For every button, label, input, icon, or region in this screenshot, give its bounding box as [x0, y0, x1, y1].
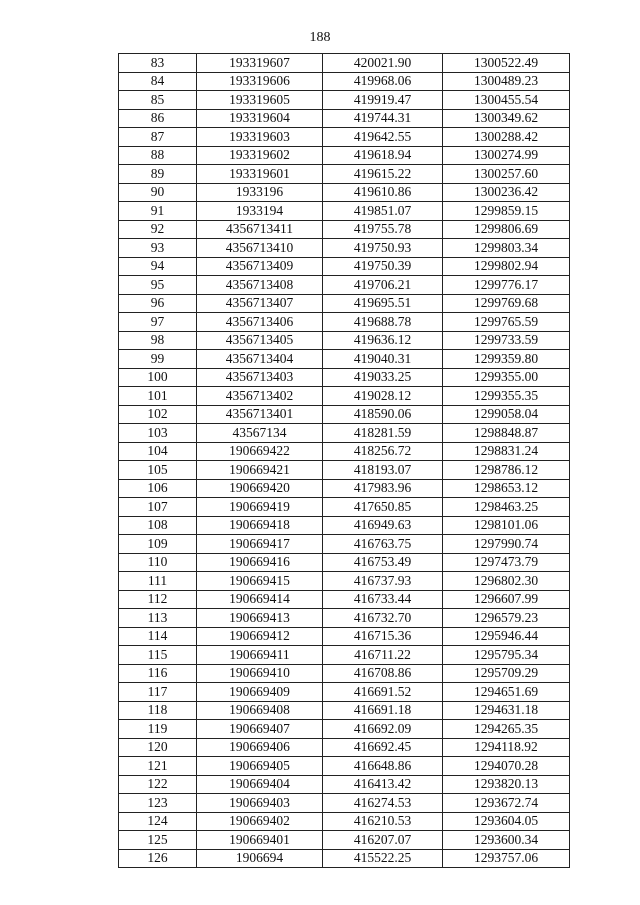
y-coordinate-cell: 1294265.35	[443, 720, 570, 739]
y-coordinate-cell: 1297990.74	[443, 535, 570, 554]
row-number-cell: 107	[119, 498, 197, 517]
table-row	[119, 350, 570, 369]
y-coordinate-cell: 1299355.35	[443, 387, 570, 406]
point-id-cell: 4356713408	[197, 276, 323, 295]
y-coordinate-cell: 1300455.54	[443, 91, 570, 110]
point-id-cell: 193319603	[197, 128, 323, 147]
row-number-cell: 95	[119, 276, 197, 295]
table-row	[119, 572, 570, 591]
y-coordinate-cell: 1300288.42	[443, 128, 570, 147]
row-number-cell: 108	[119, 516, 197, 535]
y-coordinate-cell: 1293672.74	[443, 794, 570, 813]
point-id-cell: 190669407	[197, 720, 323, 739]
y-coordinate-cell: 1299803.34	[443, 239, 570, 258]
y-coordinate-cell: 1298786.12	[443, 461, 570, 480]
x-coordinate-cell: 416753.49	[323, 553, 443, 572]
y-coordinate-cell: 1293820.13	[443, 775, 570, 794]
point-id-cell: 1933196	[197, 183, 323, 202]
row-number-cell: 115	[119, 646, 197, 665]
point-id-cell: 190669416	[197, 553, 323, 572]
point-id-cell: 190669405	[197, 757, 323, 776]
table-row	[119, 146, 570, 165]
table-row	[119, 812, 570, 831]
y-coordinate-cell: 1300349.62	[443, 109, 570, 128]
table-row	[119, 202, 570, 221]
point-id-cell: 193319601	[197, 165, 323, 184]
y-coordinate-cell: 1294631.18	[443, 701, 570, 720]
table-row	[119, 128, 570, 147]
x-coordinate-cell: 419968.06	[323, 72, 443, 91]
row-number-cell: 92	[119, 220, 197, 239]
table-row	[119, 91, 570, 110]
point-id-cell: 190669401	[197, 831, 323, 850]
point-id-cell: 43567134	[197, 424, 323, 443]
y-coordinate-cell: 1299733.59	[443, 331, 570, 350]
x-coordinate-cell: 419755.78	[323, 220, 443, 239]
table-row	[119, 831, 570, 850]
x-coordinate-cell: 419695.51	[323, 294, 443, 313]
table-row	[119, 664, 570, 683]
x-coordinate-cell: 416692.45	[323, 738, 443, 757]
row-number-cell: 114	[119, 627, 197, 646]
row-number-cell: 101	[119, 387, 197, 406]
coordinates-table	[118, 53, 570, 868]
table-row	[119, 849, 570, 868]
y-coordinate-cell: 1295946.44	[443, 627, 570, 646]
x-coordinate-cell: 420021.90	[323, 54, 443, 73]
y-coordinate-cell: 1298101.06	[443, 516, 570, 535]
x-coordinate-cell: 415522.25	[323, 849, 443, 868]
y-coordinate-cell: 1293757.06	[443, 849, 570, 868]
x-coordinate-cell: 419750.93	[323, 239, 443, 258]
table-row	[119, 479, 570, 498]
row-number-cell: 83	[119, 54, 197, 73]
point-id-cell: 190669410	[197, 664, 323, 683]
y-coordinate-cell: 1298831.24	[443, 442, 570, 461]
point-id-cell: 190669411	[197, 646, 323, 665]
x-coordinate-cell: 417650.85	[323, 498, 443, 517]
x-coordinate-cell: 418281.59	[323, 424, 443, 443]
point-id-cell: 190669414	[197, 590, 323, 609]
y-coordinate-cell: 1298653.12	[443, 479, 570, 498]
point-id-cell: 190669421	[197, 461, 323, 480]
y-coordinate-cell: 1300257.60	[443, 165, 570, 184]
row-number-cell: 91	[119, 202, 197, 221]
row-number-cell: 99	[119, 350, 197, 369]
point-id-cell: 190669404	[197, 775, 323, 794]
point-id-cell: 190669412	[197, 627, 323, 646]
row-number-cell: 89	[119, 165, 197, 184]
table-row	[119, 738, 570, 757]
x-coordinate-cell: 416949.63	[323, 516, 443, 535]
x-coordinate-cell: 419618.94	[323, 146, 443, 165]
x-coordinate-cell: 419706.21	[323, 276, 443, 295]
table-row	[119, 516, 570, 535]
x-coordinate-cell: 419744.31	[323, 109, 443, 128]
point-id-cell: 4356713410	[197, 239, 323, 258]
table-row	[119, 794, 570, 813]
point-id-cell: 4356713404	[197, 350, 323, 369]
table-row	[119, 54, 570, 73]
x-coordinate-cell: 419851.07	[323, 202, 443, 221]
point-id-cell: 4356713405	[197, 331, 323, 350]
row-number-cell: 124	[119, 812, 197, 831]
point-id-cell: 193319607	[197, 54, 323, 73]
table-row	[119, 683, 570, 702]
row-number-cell: 90	[119, 183, 197, 202]
point-id-cell: 4356713409	[197, 257, 323, 276]
x-coordinate-cell: 417983.96	[323, 479, 443, 498]
point-id-cell: 4356713407	[197, 294, 323, 313]
point-id-cell: 1933194	[197, 202, 323, 221]
y-coordinate-cell: 1300522.49	[443, 54, 570, 73]
table-row	[119, 72, 570, 91]
x-coordinate-cell: 418193.07	[323, 461, 443, 480]
x-coordinate-cell: 416692.09	[323, 720, 443, 739]
point-id-cell: 190669406	[197, 738, 323, 757]
point-id-cell: 193319604	[197, 109, 323, 128]
row-number-cell: 100	[119, 368, 197, 387]
row-number-cell: 116	[119, 664, 197, 683]
x-coordinate-cell: 416207.07	[323, 831, 443, 850]
y-coordinate-cell: 1299765.59	[443, 313, 570, 332]
table-row	[119, 368, 570, 387]
table-row	[119, 109, 570, 128]
table-row	[119, 313, 570, 332]
y-coordinate-cell: 1300236.42	[443, 183, 570, 202]
x-coordinate-cell: 416413.42	[323, 775, 443, 794]
table-row	[119, 609, 570, 628]
row-number-cell: 86	[119, 109, 197, 128]
point-id-cell: 4356713403	[197, 368, 323, 387]
table-row	[119, 331, 570, 350]
row-number-cell: 123	[119, 794, 197, 813]
point-id-cell: 190669415	[197, 572, 323, 591]
y-coordinate-cell: 1295795.34	[443, 646, 570, 665]
y-coordinate-cell: 1299859.15	[443, 202, 570, 221]
row-number-cell: 85	[119, 91, 197, 110]
point-id-cell: 190669408	[197, 701, 323, 720]
row-number-cell: 106	[119, 479, 197, 498]
table-row	[119, 775, 570, 794]
point-id-cell: 190669419	[197, 498, 323, 517]
table-row	[119, 720, 570, 739]
y-coordinate-cell: 1298848.87	[443, 424, 570, 443]
y-coordinate-cell: 1294070.28	[443, 757, 570, 776]
table-row	[119, 498, 570, 517]
point-id-cell: 4356713411	[197, 220, 323, 239]
x-coordinate-cell: 419636.12	[323, 331, 443, 350]
table-row	[119, 387, 570, 406]
point-id-cell: 190669409	[197, 683, 323, 702]
y-coordinate-cell: 1294118.92	[443, 738, 570, 757]
point-id-cell: 190669417	[197, 535, 323, 554]
table-row	[119, 424, 570, 443]
point-id-cell: 190669418	[197, 516, 323, 535]
y-coordinate-cell: 1299058.04	[443, 405, 570, 424]
point-id-cell: 193319602	[197, 146, 323, 165]
table-row	[119, 294, 570, 313]
y-coordinate-cell: 1299769.68	[443, 294, 570, 313]
x-coordinate-cell: 419688.78	[323, 313, 443, 332]
x-coordinate-cell: 416737.93	[323, 572, 443, 591]
table-row	[119, 627, 570, 646]
row-number-cell: 94	[119, 257, 197, 276]
x-coordinate-cell: 416648.86	[323, 757, 443, 776]
y-coordinate-cell: 1294651.69	[443, 683, 570, 702]
y-coordinate-cell: 1296607.99	[443, 590, 570, 609]
x-coordinate-cell: 416732.70	[323, 609, 443, 628]
x-coordinate-cell: 416274.53	[323, 794, 443, 813]
y-coordinate-cell: 1298463.25	[443, 498, 570, 517]
row-number-cell: 111	[119, 572, 197, 591]
x-coordinate-cell: 416708.86	[323, 664, 443, 683]
y-coordinate-cell: 1299802.94	[443, 257, 570, 276]
row-number-cell: 84	[119, 72, 197, 91]
row-number-cell: 96	[119, 294, 197, 313]
page-number: 188	[309, 30, 331, 45]
row-number-cell: 93	[119, 239, 197, 258]
y-coordinate-cell: 1293600.34	[443, 831, 570, 850]
point-id-cell: 193319605	[197, 91, 323, 110]
row-number-cell: 112	[119, 590, 197, 609]
x-coordinate-cell: 416711.22	[323, 646, 443, 665]
x-coordinate-cell: 419028.12	[323, 387, 443, 406]
table-row	[119, 701, 570, 720]
point-id-cell: 190669420	[197, 479, 323, 498]
table-row	[119, 442, 570, 461]
table-row	[119, 165, 570, 184]
x-coordinate-cell: 419033.25	[323, 368, 443, 387]
row-number-cell: 121	[119, 757, 197, 776]
row-number-cell: 105	[119, 461, 197, 480]
row-number-cell: 97	[119, 313, 197, 332]
x-coordinate-cell: 419610.86	[323, 183, 443, 202]
row-number-cell: 117	[119, 683, 197, 702]
x-coordinate-cell: 416210.53	[323, 812, 443, 831]
y-coordinate-cell: 1300489.23	[443, 72, 570, 91]
point-id-cell: 4356713402	[197, 387, 323, 406]
table-row	[119, 535, 570, 554]
point-id-cell: 4356713401	[197, 405, 323, 424]
x-coordinate-cell: 419750.39	[323, 257, 443, 276]
x-coordinate-cell: 416733.44	[323, 590, 443, 609]
table-row	[119, 276, 570, 295]
row-number-cell: 98	[119, 331, 197, 350]
x-coordinate-cell: 419642.55	[323, 128, 443, 147]
table-row	[119, 646, 570, 665]
x-coordinate-cell: 418256.72	[323, 442, 443, 461]
y-coordinate-cell: 1297473.79	[443, 553, 570, 572]
x-coordinate-cell: 416763.75	[323, 535, 443, 554]
y-coordinate-cell: 1293604.05	[443, 812, 570, 831]
table-row	[119, 239, 570, 258]
y-coordinate-cell: 1296802.30	[443, 572, 570, 591]
row-number-cell: 88	[119, 146, 197, 165]
row-number-cell: 120	[119, 738, 197, 757]
row-number-cell: 102	[119, 405, 197, 424]
point-id-cell: 190669402	[197, 812, 323, 831]
row-number-cell: 87	[119, 128, 197, 147]
row-number-cell: 118	[119, 701, 197, 720]
point-id-cell: 190669413	[197, 609, 323, 628]
point-id-cell: 193319606	[197, 72, 323, 91]
y-coordinate-cell: 1296579.23	[443, 609, 570, 628]
table-row	[119, 220, 570, 239]
point-id-cell: 190669422	[197, 442, 323, 461]
row-number-cell: 109	[119, 535, 197, 554]
y-coordinate-cell: 1299776.17	[443, 276, 570, 295]
y-coordinate-cell: 1299359.80	[443, 350, 570, 369]
row-number-cell: 119	[119, 720, 197, 739]
y-coordinate-cell: 1299355.00	[443, 368, 570, 387]
coordinates-table-body	[119, 54, 570, 868]
x-coordinate-cell: 419040.31	[323, 350, 443, 369]
table-row	[119, 590, 570, 609]
x-coordinate-cell: 419919.47	[323, 91, 443, 110]
row-number-cell: 122	[119, 775, 197, 794]
x-coordinate-cell: 418590.06	[323, 405, 443, 424]
point-id-cell: 4356713406	[197, 313, 323, 332]
table-row	[119, 461, 570, 480]
y-coordinate-cell: 1299806.69	[443, 220, 570, 239]
y-coordinate-cell: 1295709.29	[443, 664, 570, 683]
x-coordinate-cell: 416691.18	[323, 701, 443, 720]
row-number-cell: 110	[119, 553, 197, 572]
table-row	[119, 757, 570, 776]
y-coordinate-cell: 1300274.99	[443, 146, 570, 165]
point-id-cell: 190669403	[197, 794, 323, 813]
table-row	[119, 553, 570, 572]
row-number-cell: 103	[119, 424, 197, 443]
table-row	[119, 257, 570, 276]
x-coordinate-cell: 416691.52	[323, 683, 443, 702]
row-number-cell: 125	[119, 831, 197, 850]
point-id-cell: 1906694	[197, 849, 323, 868]
row-number-cell: 104	[119, 442, 197, 461]
table-row	[119, 405, 570, 424]
x-coordinate-cell: 416715.36	[323, 627, 443, 646]
x-coordinate-cell: 419615.22	[323, 165, 443, 184]
row-number-cell: 113	[119, 609, 197, 628]
row-number-cell: 126	[119, 849, 197, 868]
table-row	[119, 183, 570, 202]
